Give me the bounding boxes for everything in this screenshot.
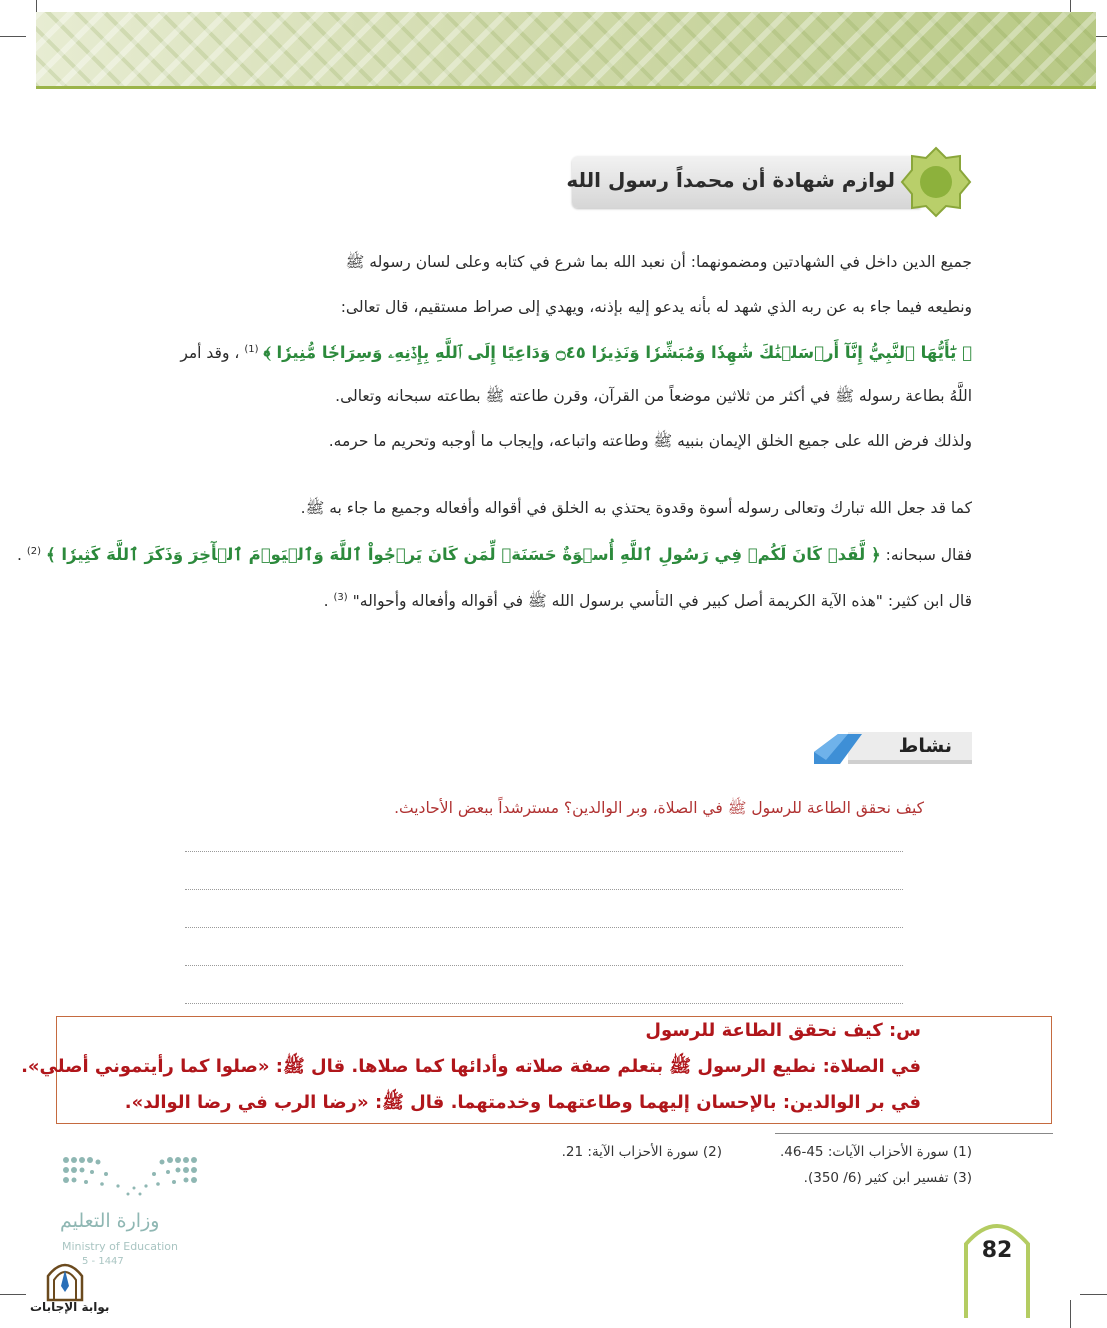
answer-line[interactable] <box>185 965 903 966</box>
section-title: لوازم شهادة أن محمداً رسول الله <box>566 168 895 192</box>
verse-line <box>17 540 972 567</box>
page-number: 82 <box>981 1238 1013 1263</box>
quote-line <box>324 586 972 613</box>
crop-mark <box>0 1294 26 1295</box>
paragraph-line: كما قد جعل الله تبارك وتعالى رسوله أسوة وقدوة يحتذي به الخلق في أقواله وأفعاله وجميع ما جاء به ﷺ. <box>300 499 972 517</box>
footnote-separator <box>775 1133 1053 1134</box>
page-number-tab <box>964 1214 1030 1318</box>
quote-end: . <box>323 592 329 611</box>
answer-parents: في بر الوالدين: بالإحسان إليهما وطاعتهما وخدمتهما. قال ﷺ: «رضا الرب في رضا الوالد». <box>124 1092 921 1113</box>
footnote: (3) تفسير ابن كثير (6/ 350). <box>803 1170 972 1186</box>
paragraph-line: ولذلك فرض الله على جميع الخلق الإيمان بنبيه ﷺ وطاعته واتباعه، وإيجاب ما أوجبه وتحريم ما حرمه. <box>328 432 972 450</box>
verse-continuation: ، وقد أمر <box>180 344 240 363</box>
ministry-logo-icon <box>62 1154 198 1200</box>
footnote-ref: (2) <box>26 546 42 557</box>
crop-mark <box>0 36 26 37</box>
quran-verse: ﴿ يَٰٓأَيُّهَا ٱلنَّبِيُّ إِنَّآ أَرۡسَلۡنَٰكَ شَٰهِدٗا وَمُبَشِّرٗا وَنَذِيرٗا ۝٤٥ وَدَاعِيًا إِلَى ٱللَّهِ بِإِذۡنِهِۦ وَسِرَاجٗا مُّنِيرٗا ﴾ <box>263 343 972 363</box>
paragraph-line: اللَّهُ بطاعة رسوله ﷺ في أكثر من ثلاثين موضعاً من القرآن، وقرن طاعته ﷺ بطاعته سبحانه وتعالى. <box>335 387 972 405</box>
footnote: (2) سورة الأحزاب الآية: 21. <box>561 1144 722 1160</box>
answer-question: س: كيف نحقق الطاعة للرسول <box>645 1020 921 1041</box>
footnote: (1) سورة الأحزاب الآيات: 45-46. <box>779 1144 972 1160</box>
ministry-name-english: Ministry of Education <box>62 1240 179 1253</box>
ibn-kathir-quote: قال ابن كثير: "هذه الآية الكريمة أصل كبير في التأسي برسول الله ﷺ في أقواله وأفعاله وأحواله" <box>352 592 972 611</box>
crop-mark <box>1080 1294 1107 1295</box>
answer-line[interactable] <box>185 1003 903 1004</box>
verse-continuation: . <box>17 546 22 565</box>
answer-line[interactable] <box>185 927 903 928</box>
footnote-ref: (3) <box>333 592 348 603</box>
header-banner <box>36 12 1096 88</box>
verse-line <box>180 338 972 365</box>
answer-prayer: في الصلاة: نطيع الرسول ﷺ بتعلم صفة صلاته وأدائها كما صلاها. قال ﷺ: «صلوا كما رأيتموني أصلي». <box>21 1056 921 1077</box>
activity-label: نشاط <box>898 735 952 757</box>
portal-logo-icon <box>44 1256 86 1302</box>
star-badge-icon <box>900 146 972 218</box>
answer-line[interactable] <box>185 889 903 890</box>
quran-verse: ﴿ لَّقَدۡ كَانَ لَكُمۡ فِي رَسُولِ ٱللَّهِ أُسۡوَةٌ حَسَنَةٞ لِّمَن كَانَ يَرۡجُواْ ٱللَّهَ وَٱلۡيَوۡمَ ٱلۡأٓخِرَ وَذَكَرَ ٱللَّهَ كَثِيرٗا ﴾ <box>46 545 881 565</box>
verse-intro: فقال سبحانه: <box>885 546 972 565</box>
answer-line[interactable] <box>185 851 903 852</box>
footnote-ref: (1) <box>244 344 259 355</box>
paragraph-line: ونطيعه فيما جاء به عن ربه الذي شهد له بأنه يدعو إليه بإذنه، ويهدي إلى صراط مستقيم، قال تعالى: <box>340 298 972 316</box>
header-divider <box>36 86 1096 89</box>
activity-question: كيف نحقق الطاعة للرسول ﷺ في الصلاة، وبر الوالدين؟ مسترشداً ببعض الأحاديث. <box>394 799 924 817</box>
ministry-year: 5 - 1447 <box>82 1256 124 1267</box>
portal-label: بوابة الإجابات <box>30 1300 110 1314</box>
ministry-name-arabic: وزارة التعليم <box>60 1210 160 1232</box>
paragraph-line: جميع الدين داخل في الشهادتين ومضمونهما: أن نعبد الله بما شرع في كتابه وعلى لسان رسوله ﷺ <box>345 253 972 271</box>
crop-mark <box>1070 1300 1071 1328</box>
